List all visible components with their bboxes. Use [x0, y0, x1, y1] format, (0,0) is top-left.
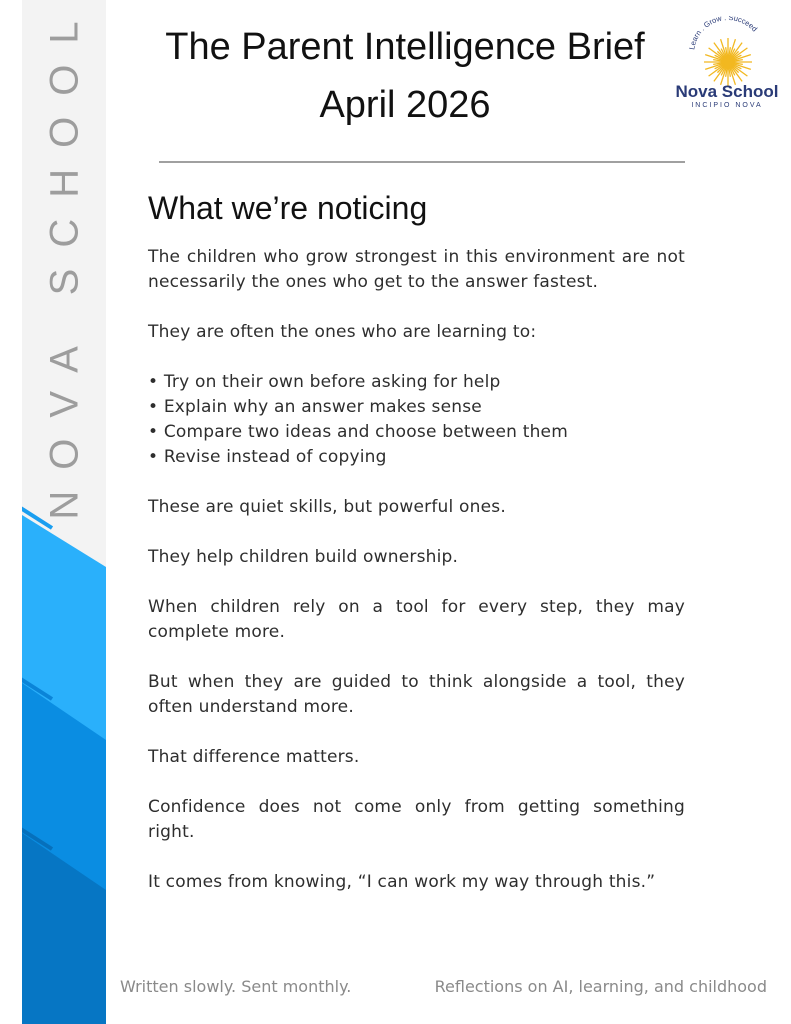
paragraph-ownership: They help children build ownership.	[148, 547, 459, 567]
sidebar-vertical-text	[20, 0, 110, 520]
sun-core	[724, 58, 732, 66]
list-item: • Compare two ideas and choose between them	[148, 422, 568, 442]
list-item: • Revise instead of copying	[148, 447, 387, 467]
logo-tagline: INCIPIO NOVA	[691, 102, 763, 109]
paragraph-difference: That difference matters.	[148, 747, 360, 767]
article-body	[148, 245, 685, 920]
footer-right: Reflections on AI, learning, and childhood	[434, 977, 767, 996]
list-item: • Try on their own before asking for help	[148, 372, 501, 392]
header-divider	[159, 161, 685, 163]
logo-arc-text: Learn . Grow . Succeed	[687, 16, 760, 51]
section-heading: What we’re noticing	[148, 190, 428, 226]
page-title: The Parent Intelligence Brief	[165, 26, 645, 68]
nova-school-vertical-label: NOVA SCHOOL	[42, 0, 87, 520]
paragraph-quiet-skills: These are quiet skills, but powerful ones.	[148, 497, 506, 517]
sun-icon	[704, 38, 752, 86]
list-item: • Explain why an answer makes sense	[148, 397, 482, 417]
lead-paragraph: They are often the ones who are learning to:	[148, 322, 537, 342]
paragraph-closing-quote: It comes from knowing, “I can work my way through this.”	[148, 872, 656, 892]
skills-list	[148, 370, 685, 470]
paragraph-rely-tool: When children rely on a tool for every step, they may complete more.	[148, 597, 685, 642]
issue-date: April 2026	[319, 84, 491, 126]
paragraph-confidence: Confidence does not come only from getting something right.	[148, 797, 685, 842]
intro-paragraph: The children who grow strongest in this environment are not necessarily the ones who get to the answer fastest.	[148, 247, 685, 292]
logo-name: Nova School	[675, 82, 779, 101]
footer-left: Written slowly. Sent monthly.	[120, 977, 352, 996]
paragraph-guided: But when they are guided to think alongside a tool, they often understand more.	[148, 672, 685, 717]
